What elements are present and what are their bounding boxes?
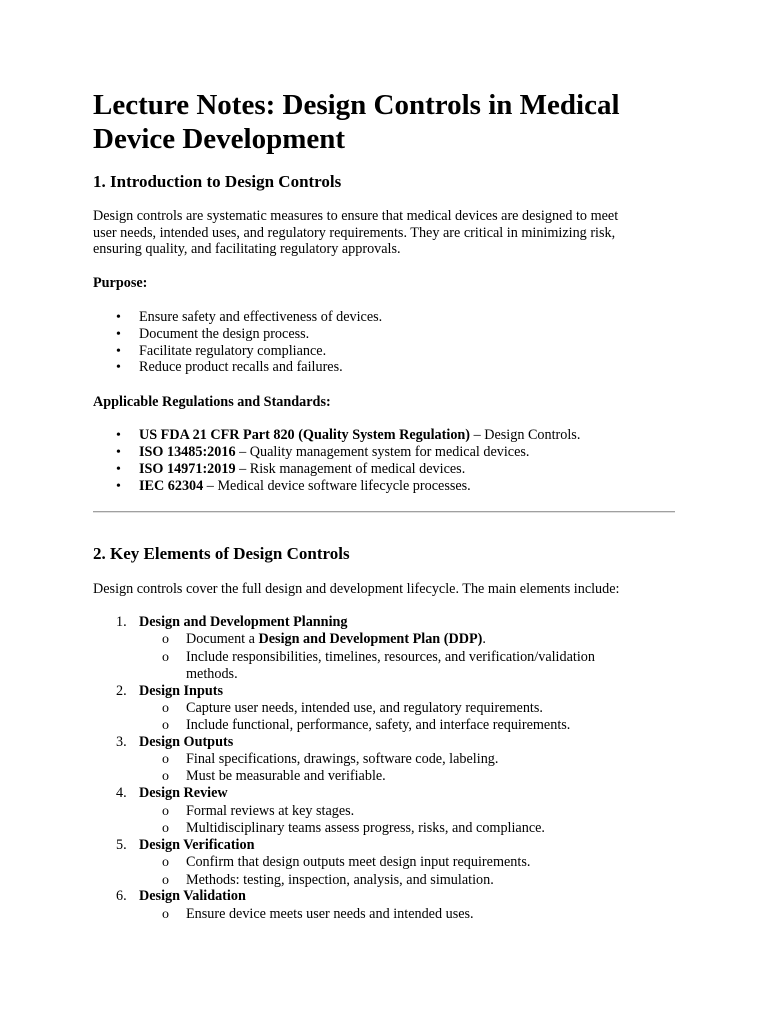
purpose-item: Document the design process. — [139, 326, 310, 342]
list-number: 1. — [116, 614, 127, 630]
element-detail: Final specifications, drawings, software code, labeling. — [186, 751, 499, 767]
bullet-circle-icon: o — [162, 873, 169, 888]
bullet-circle-icon: o — [162, 821, 169, 836]
regulations-label: Applicable Regulations and Standards: — [93, 394, 331, 410]
list-number: 5. — [116, 837, 127, 853]
horizontal-divider — [93, 511, 675, 513]
regulation-item — [139, 478, 471, 495]
regulation-name: US FDA 21 CFR Part 820 (Quality System Regulation) — [139, 427, 471, 443]
bullet-disc-icon: • — [116, 327, 121, 342]
bullet-circle-icon: o — [162, 855, 169, 870]
element-detail: Confirm that design outputs meet design input requirements. — [186, 854, 531, 870]
element-detail: Methods: testing, inspection, analysis, and simulation. — [186, 872, 494, 888]
detail-emphasis: Design and Development Plan (DDP) — [258, 631, 483, 647]
element-detail: Formal reviews at key stages. — [186, 803, 355, 819]
list-number: 6. — [116, 888, 127, 904]
regulation-item — [139, 461, 465, 478]
bullet-circle-icon: o — [162, 804, 169, 819]
element-detail: Include responsibilities, timelines, resources, and verification/validation — [186, 649, 595, 665]
list-number: 4. — [116, 785, 127, 801]
element-detail: Ensure device meets user needs and intended uses. — [186, 906, 474, 922]
section-1-intro-line-1: Design controls are systematic measures to ensure that medical devices are designed to meet — [93, 208, 619, 224]
bullet-disc-icon: • — [116, 310, 121, 325]
section-1-heading: 1. Introduction to Design Controls — [93, 172, 342, 191]
bullet-circle-icon: o — [162, 752, 169, 767]
regulation-description: – Risk management of medical devices. — [235, 461, 466, 477]
section-1-intro-line-2: user needs, intended uses, and regulatory requirements. They are critical in minimizing risk, — [93, 225, 616, 241]
element-title: Design and Development Planning — [139, 614, 348, 630]
element-title: Design Review — [139, 785, 228, 801]
element-detail: Capture user needs, intended use, and regulatory requirements. — [186, 700, 543, 716]
regulation-description: – Quality management system for medical devices. — [235, 444, 530, 460]
element-title: Design Outputs — [139, 734, 234, 750]
element-title: Design Validation — [139, 888, 246, 904]
purpose-label: Purpose: — [93, 275, 148, 291]
regulation-description: – Design Controls. — [470, 427, 581, 443]
regulation-item — [139, 427, 580, 444]
element-detail-continued: methods. — [186, 666, 238, 682]
detail-text: . — [482, 631, 486, 647]
regulation-name: IEC 62304 — [139, 478, 204, 494]
bullet-disc-icon: • — [116, 479, 121, 494]
bullet-disc-icon: • — [116, 360, 121, 375]
bullet-circle-icon: o — [162, 701, 169, 716]
regulation-description: – Medical device software lifecycle processes. — [203, 478, 471, 494]
bullet-circle-icon: o — [162, 907, 169, 922]
element-detail: Include functional, performance, safety, and interface requirements. — [186, 717, 571, 733]
list-number: 3. — [116, 734, 127, 750]
section-1-intro-line-3: ensuring quality, and facilitating regulatory approvals. — [93, 241, 401, 257]
bullet-circle-icon: o — [162, 769, 169, 784]
bullet-circle-icon: o — [162, 650, 169, 665]
element-title: Design Verification — [139, 837, 255, 853]
bullet-disc-icon: • — [116, 428, 121, 443]
element-detail: Multidisciplinary teams assess progress, risks, and compliance. — [186, 820, 545, 836]
purpose-item: Ensure safety and effectiveness of devices. — [139, 309, 383, 325]
bullet-circle-icon: o — [162, 632, 169, 647]
purpose-item: Reduce product recalls and failures. — [139, 359, 343, 375]
bullet-disc-icon: • — [116, 445, 121, 460]
regulation-item — [139, 444, 529, 461]
section-2-intro: Design controls cover the full design and development lifecycle. The main elements include: — [93, 581, 620, 597]
page-title-line-2: Device Development — [93, 123, 346, 155]
section-2-heading: 2. Key Elements of Design Controls — [93, 544, 350, 563]
bullet-disc-icon: • — [116, 462, 121, 477]
detail-text: Document a — [186, 631, 259, 647]
regulation-name: ISO 14971:2019 — [139, 461, 236, 477]
regulation-name: ISO 13485:2016 — [139, 444, 236, 460]
element-title: Design Inputs — [139, 683, 223, 699]
page-title-line-1: Lecture Notes: Design Controls in Medical — [93, 89, 620, 121]
bullet-disc-icon: • — [116, 344, 121, 359]
bullet-circle-icon: o — [162, 718, 169, 733]
element-detail: Must be measurable and verifiable. — [186, 768, 386, 784]
element-detail — [186, 631, 486, 648]
purpose-item: Facilitate regulatory compliance. — [139, 343, 327, 359]
list-number: 2. — [116, 683, 127, 699]
